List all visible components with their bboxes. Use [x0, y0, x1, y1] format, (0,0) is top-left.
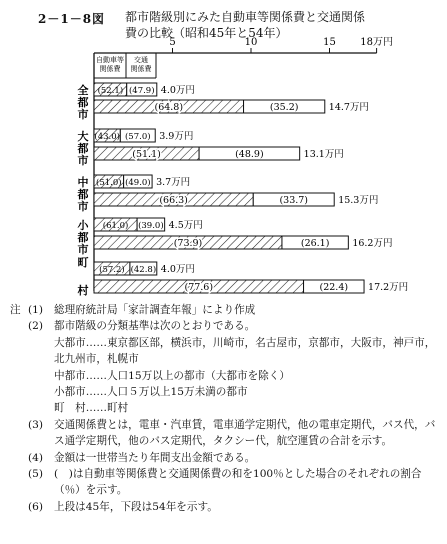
note-number-3: (3): [28, 418, 44, 431]
bar-transport-pct-label: (22.4): [319, 282, 349, 293]
legend-transport-label-line2: 関係費: [130, 65, 152, 73]
bar-total-label: 13.1万円: [303, 149, 344, 160]
bar-transport-pct-label: (35.2): [269, 102, 299, 113]
legend-transport-label-line1: 交通: [134, 56, 148, 64]
note-number-5: (5): [28, 468, 44, 481]
chart-title: 都市階級別にみた自動車等関係費と交通関係費の比較（昭和45年と54年）: [125, 10, 366, 40]
bar-total-label: 4.5万円: [168, 220, 203, 231]
bar-transport-pct-label: (26.1): [300, 238, 330, 249]
bar-total-label: 3.9万円: [159, 131, 194, 142]
x-tick-label: 18万円: [360, 37, 393, 48]
bar-total-label: 14.7万円: [328, 102, 369, 113]
legend-car-label-line1: 自動車等: [96, 56, 124, 64]
bar-car-pct-label: (52.1): [97, 86, 124, 96]
category-label-char: 全: [77, 84, 89, 97]
category-label-char: 大: [77, 130, 89, 143]
note-3: 交通関係費とは，電車・汽車賃，電車通学定期代，他の電車定期代，バス代，バス通学定期代，他のバス定期代，タクシー代，航空運賃の合計を示す。: [54, 418, 436, 448]
x-tick-label: 10: [244, 37, 258, 48]
bar-total-label: 4.0万円: [160, 85, 195, 96]
note-5: ( )は自動車等関係費と交通関係費の和を100％とした場合のそれぞれの割合（％）を示す。: [54, 468, 422, 497]
bar-transport-pct-label: (42.8): [130, 265, 157, 275]
category-label-char: 村: [77, 284, 89, 297]
category-label-char: 中: [77, 176, 89, 189]
x-tick-label: 5: [169, 37, 176, 48]
note-1: 総理府統計局「家計調査年報」により作成: [54, 304, 256, 316]
bar-transport-pct-label: (57.0): [124, 132, 151, 142]
bar-total-label: 15.3万円: [338, 195, 379, 206]
note-number-1: (1): [28, 304, 44, 316]
note-2-large-city: 大都市……東京都区部，横浜市，川崎市，名古屋市，京都市，大阪市，神戸市，北九州市，札幌市: [54, 336, 436, 366]
category-label-char: 市: [77, 200, 89, 213]
category-label-char: 都: [77, 96, 89, 109]
bar-total-label: 4.0万円: [160, 264, 195, 275]
bar-car-pct-label: (51.0): [96, 178, 122, 188]
note-2-town-village: 町 村……町村: [54, 402, 129, 415]
bar-total-label: 17.2万円: [368, 282, 409, 293]
bar-car-pct-label: (77.6): [184, 282, 214, 293]
note-6: 上段は45年，下段は54年を示す。: [54, 500, 218, 513]
bar-car-pct-label: (57.2): [99, 265, 125, 275]
category-label-char: 市: [77, 243, 89, 256]
note-2-medium-city: 中都市……人口15万以上の都市（大都市を除く）: [54, 369, 290, 382]
category-label-char: 市: [77, 108, 89, 121]
bar-car-pct-label: (66.3): [159, 195, 188, 206]
bar-transport-pct-label: (48.9): [235, 149, 264, 160]
notes: [10, 302, 440, 515]
category-labels: [77, 83, 90, 297]
bar-transport-pct-label: (47.9): [128, 86, 155, 96]
note-number-2: (2): [28, 320, 44, 333]
legend-car-label-line2: 関係費: [99, 65, 121, 73]
category-label-char: 小: [77, 219, 89, 232]
bar-car-pct-label: (64.8): [154, 102, 184, 113]
category-label-char: 町: [77, 256, 89, 269]
x-tick-label: 15: [323, 37, 336, 48]
category-label-char: 都: [77, 231, 89, 244]
category-label-char: 市: [77, 154, 89, 167]
bar-transport-pct-label: (49.0): [125, 178, 151, 188]
note-number-6: (6): [28, 500, 44, 513]
bar-total-label: 3.7万円: [156, 177, 191, 188]
category-label-char: 都: [77, 142, 89, 155]
bar-total-label: 16.2万円: [352, 238, 393, 249]
figure-number: 2－1－8図: [38, 12, 106, 26]
legend: [94, 53, 156, 78]
note-2: 都市階級の分類基準は次のとおりである。: [54, 320, 256, 333]
bar-car-pct-label: (43.0): [94, 132, 120, 142]
bar-transport-pct-label: (39.0): [138, 221, 164, 231]
x-axis: [94, 36, 393, 291]
bar-car-pct-label: (61.0): [102, 221, 129, 231]
bar-car-pct-label: (73.9): [173, 238, 203, 249]
notes-prefix: 注: [10, 304, 21, 316]
category-label-char: 都: [77, 188, 89, 201]
bar-car-pct-label: (51.1): [132, 149, 161, 160]
bar-transport-pct-label: (33.7): [279, 195, 309, 206]
note-2-small-city: 小都市……人口５万以上15万未満の都市: [54, 386, 248, 399]
note-number-4: (4): [28, 451, 44, 464]
bars: [94, 83, 408, 293]
note-4: 金額は一世帯当たり年間支出金額である。: [54, 451, 256, 464]
